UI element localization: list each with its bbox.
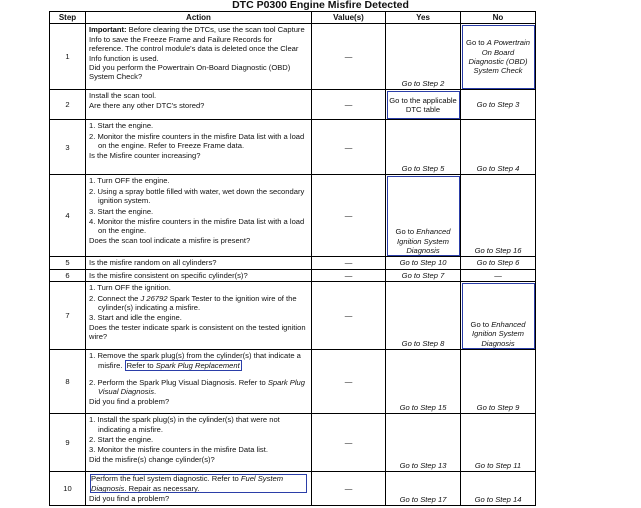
header-row: [50, 12, 536, 24]
question-text: Is the misfire consistent on specific cylinder(s)?: [86, 269, 312, 281]
step-number: 7: [50, 282, 86, 350]
list-item: 2. Start the engine.: [89, 435, 154, 445]
header-action: Action: [86, 12, 312, 24]
step-list: [89, 121, 308, 150]
table-row: [50, 414, 536, 472]
step-list: [89, 351, 308, 397]
action-cell: [86, 414, 312, 472]
question-text: Is the misfire random on all cylinders?: [86, 257, 312, 269]
value-cell: —: [312, 350, 386, 414]
no-cell[interactable]: [461, 414, 536, 472]
table-row: [50, 90, 536, 120]
important-text: Before clearing the DTCs, use the scan tool Capture Info to save the Freeze Frame and Failure Records for reference. The control module's data is deleted once the Clear Info function is used.: [89, 25, 305, 63]
yes-link[interactable]: Go to Step 7: [401, 270, 445, 280]
yes-link[interactable]: Go to Step 10: [399, 258, 447, 268]
no-prefix: Go to: [466, 38, 487, 48]
list-item: 2. Using a spray bottle filled with water, wet down the secondary ignition system.: [89, 186, 305, 206]
yes-cell[interactable]: [386, 269, 461, 281]
table-row: [50, 350, 536, 414]
page-title: DTC P0300 Engine Misfire Detected: [232, 0, 409, 11]
question-text: Did you find a problem?: [89, 494, 170, 504]
value-cell: —: [312, 175, 386, 257]
step-number: 5: [50, 257, 86, 269]
yes-cell[interactable]: [386, 24, 461, 90]
no-link[interactable]: A Powertrain On Board Diagnostic (OBD) System Check: [468, 38, 530, 76]
list-item: 3. Start the engine.: [89, 206, 154, 216]
value-cell: —: [312, 282, 386, 350]
yes-link[interactable]: Enhanced Ignition System Diagnosis: [397, 227, 451, 255]
table-row: [50, 175, 536, 257]
step-number: 3: [50, 120, 86, 175]
no-cell[interactable]: [461, 120, 536, 175]
table-row: [50, 257, 536, 269]
yes-cell[interactable]: [386, 414, 461, 472]
no-prefix: Go to: [470, 320, 492, 329]
no-cell[interactable]: [461, 282, 536, 350]
value-cell: —: [312, 24, 386, 90]
no-cell[interactable]: [461, 24, 536, 90]
action-cell: [86, 282, 312, 350]
step-number: 8: [50, 350, 86, 414]
list-item: 2. Perform the Spark Plug Visual Diagnosis. Refer to Spark Plug Visual Diagnosis.: [89, 378, 305, 397]
yes-link[interactable]: Go to Step 8: [401, 338, 445, 348]
yes-cell[interactable]: [386, 350, 461, 414]
spark-plug-replacement-link[interactable]: Refer to Spark Plug Replacement: [126, 360, 240, 370]
list-item: 2. Monitor the misfire counters in the misfire Data list with a load on the engine. Refer to Freeze Frame data.: [89, 131, 305, 151]
step-list: [89, 176, 308, 235]
list-item: 4. Monitor the misfire counters in the misfire Data list with a load on the engine.: [89, 217, 305, 236]
no-link[interactable]: Go to Step 9: [476, 402, 520, 412]
no-link[interactable]: Go to Step 16: [474, 246, 522, 255]
list-item: 2. Connect the J 26792 Spark Tester to the ignition wire of the cylinder(s) indicating a misfire.: [89, 293, 297, 313]
yes-cell[interactable]: [386, 120, 461, 175]
question-text: Are there any other DTC's stored?: [89, 100, 205, 110]
fuel-system-link[interactable]: Fuel System Diagnosis: [91, 474, 284, 493]
table-row: [50, 24, 536, 90]
value-cell: —: [312, 120, 386, 175]
step-number: 10: [50, 472, 86, 506]
yes-link[interactable]: Go to Step 15: [399, 402, 447, 412]
action-line: Install the scan tool.: [89, 91, 157, 101]
action-cell: [86, 24, 312, 90]
no-cell[interactable]: [461, 90, 536, 120]
list-item: 1. Turn OFF the engine.: [89, 176, 170, 186]
action-cell: [86, 350, 312, 414]
list-item: 1. Install the spark plug(s) in the cylinder(s) that were not indicating a misfire.: [89, 415, 280, 434]
step-number: 4: [50, 175, 86, 257]
yes-link[interactable]: Go to Step 13: [399, 460, 447, 470]
question-text: Does the scan tool indicate a misfire is present?: [89, 235, 251, 245]
no-link[interactable]: Go to Step 3: [476, 100, 520, 110]
value-cell: —: [312, 472, 386, 506]
no-link[interactable]: Go to Step 6: [476, 258, 520, 268]
no-link[interactable]: Go to Step 4: [476, 164, 520, 173]
action-cell: [86, 175, 312, 257]
diagnostic-table: [49, 11, 536, 506]
yes-cell[interactable]: [386, 472, 461, 506]
table-row: [50, 120, 536, 175]
yes-cell[interactable]: Go to the applicable DTC table: [386, 90, 461, 120]
yes-prefix: Go to: [395, 227, 417, 237]
list-item: 3. Start and idle the engine.: [89, 313, 182, 323]
header-values: Value(s): [312, 12, 386, 24]
no-link[interactable]: Go to Step 14: [474, 494, 522, 504]
yes-cell[interactable]: [386, 257, 461, 269]
no-cell[interactable]: [461, 472, 536, 506]
header-step: Step: [50, 12, 86, 24]
step-number: 1: [50, 24, 86, 90]
question-text: Does the tester indicate spark is consistent on the tested ignition wire?: [89, 322, 306, 342]
value-cell: —: [312, 257, 386, 269]
important-label: Important:: [89, 25, 127, 35]
no-cell[interactable]: [461, 175, 536, 257]
no-cell[interactable]: [461, 350, 536, 414]
action-cell: [86, 120, 312, 175]
step-list: [89, 283, 308, 323]
header-yes: Yes: [386, 12, 461, 24]
yes-link[interactable]: Go to Step 2: [401, 79, 445, 88]
step-number: 2: [50, 90, 86, 120]
table-row: [50, 472, 536, 506]
header-no: No: [461, 12, 536, 24]
action-cell: [86, 472, 312, 506]
no-cell: —: [461, 269, 536, 281]
no-link[interactable]: Go to Step 11: [474, 460, 522, 470]
table-row: [50, 282, 536, 350]
action-line: Perform the fuel system diagnostic. Refer to Fuel System Diagnosis. Repair as necessary.: [89, 473, 308, 494]
yes-link[interactable]: Go to Step 5: [401, 164, 445, 173]
question-text: Did you perform the Powertrain On-Board Diagnostic (OBD) System Check?: [89, 63, 291, 82]
tool-number: J 26792: [140, 293, 168, 303]
list-item: 1. Turn OFF the ignition.: [89, 283, 171, 293]
value-cell: —: [312, 90, 386, 120]
action-cell: [86, 90, 312, 120]
question-text: Is the Misfire counter increasing?: [89, 150, 201, 160]
question-text: Did the misfire(s) change cylinder(s)?: [89, 454, 215, 464]
no-cell[interactable]: [461, 257, 536, 269]
value-cell: —: [312, 414, 386, 472]
step-list: [89, 415, 308, 455]
list-item: 1. Remove the spark plug(s) from the cylinder(s) that indicate a misfire. Refer to Spark Plug Replacement: [89, 351, 301, 370]
step-number: 9: [50, 414, 86, 472]
visual-diagnosis-link[interactable]: Spark Plug Visual Diagnosis: [98, 378, 305, 397]
no-link[interactable]: Enhanced Ignition System Diagnosis: [472, 320, 526, 348]
yes-link[interactable]: Go to Step 17: [399, 494, 447, 504]
list-item: 1. Start the engine.: [89, 121, 154, 131]
value-cell: —: [312, 269, 386, 281]
table-row: [50, 269, 536, 281]
question-text: Did you find a problem?: [89, 396, 170, 406]
yes-cell[interactable]: [386, 282, 461, 350]
step-number: 6: [50, 269, 86, 281]
yes-cell[interactable]: [386, 175, 461, 257]
list-item: 3. Monitor the misfire counters in the misfire Data list.: [89, 445, 268, 455]
